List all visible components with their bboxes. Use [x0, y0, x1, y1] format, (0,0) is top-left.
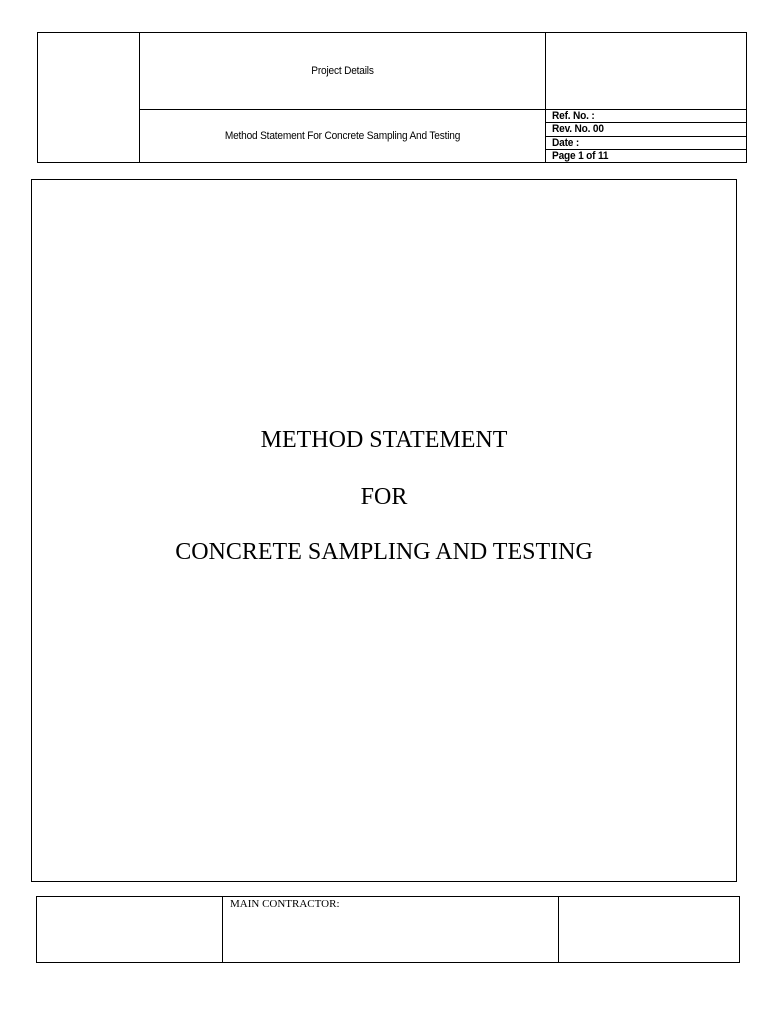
document-header-table — [37, 32, 747, 163]
document-title-cell — [140, 110, 546, 163]
ref-no-label: Ref. No. : — [552, 110, 595, 123]
cover-page-box — [31, 179, 737, 882]
main-contractor-label: MAIN CONTRACTOR: — [230, 898, 340, 910]
project-details-label: Project Details — [311, 65, 374, 78]
rev-no-cell — [546, 123, 747, 136]
cover-title-line-3: CONCRETE SAMPLING AND TESTING — [175, 539, 593, 565]
main-contractor-cell — [223, 897, 559, 963]
footer-right-cell — [559, 897, 740, 963]
date-label: Date : — [552, 136, 580, 149]
footer-left-cell — [37, 897, 223, 963]
page-number-cell — [546, 149, 747, 162]
document-title: Method Statement For Concrete Sampling And Testing — [224, 130, 461, 143]
date-cell — [546, 136, 747, 149]
project-details-cell — [140, 33, 546, 110]
document-footer-table — [36, 896, 740, 963]
logo-cell — [38, 33, 140, 163]
cover-title-line-2: FOR — [360, 484, 408, 510]
rev-no-label: Rev. No. 00 — [552, 123, 604, 136]
cover-title-line-1: METHOD STATEMENT — [260, 427, 508, 453]
ref-no-cell — [546, 110, 747, 123]
header-right-blank-cell — [546, 33, 747, 110]
page-number-label: Page 1 of 11 — [552, 149, 609, 162]
